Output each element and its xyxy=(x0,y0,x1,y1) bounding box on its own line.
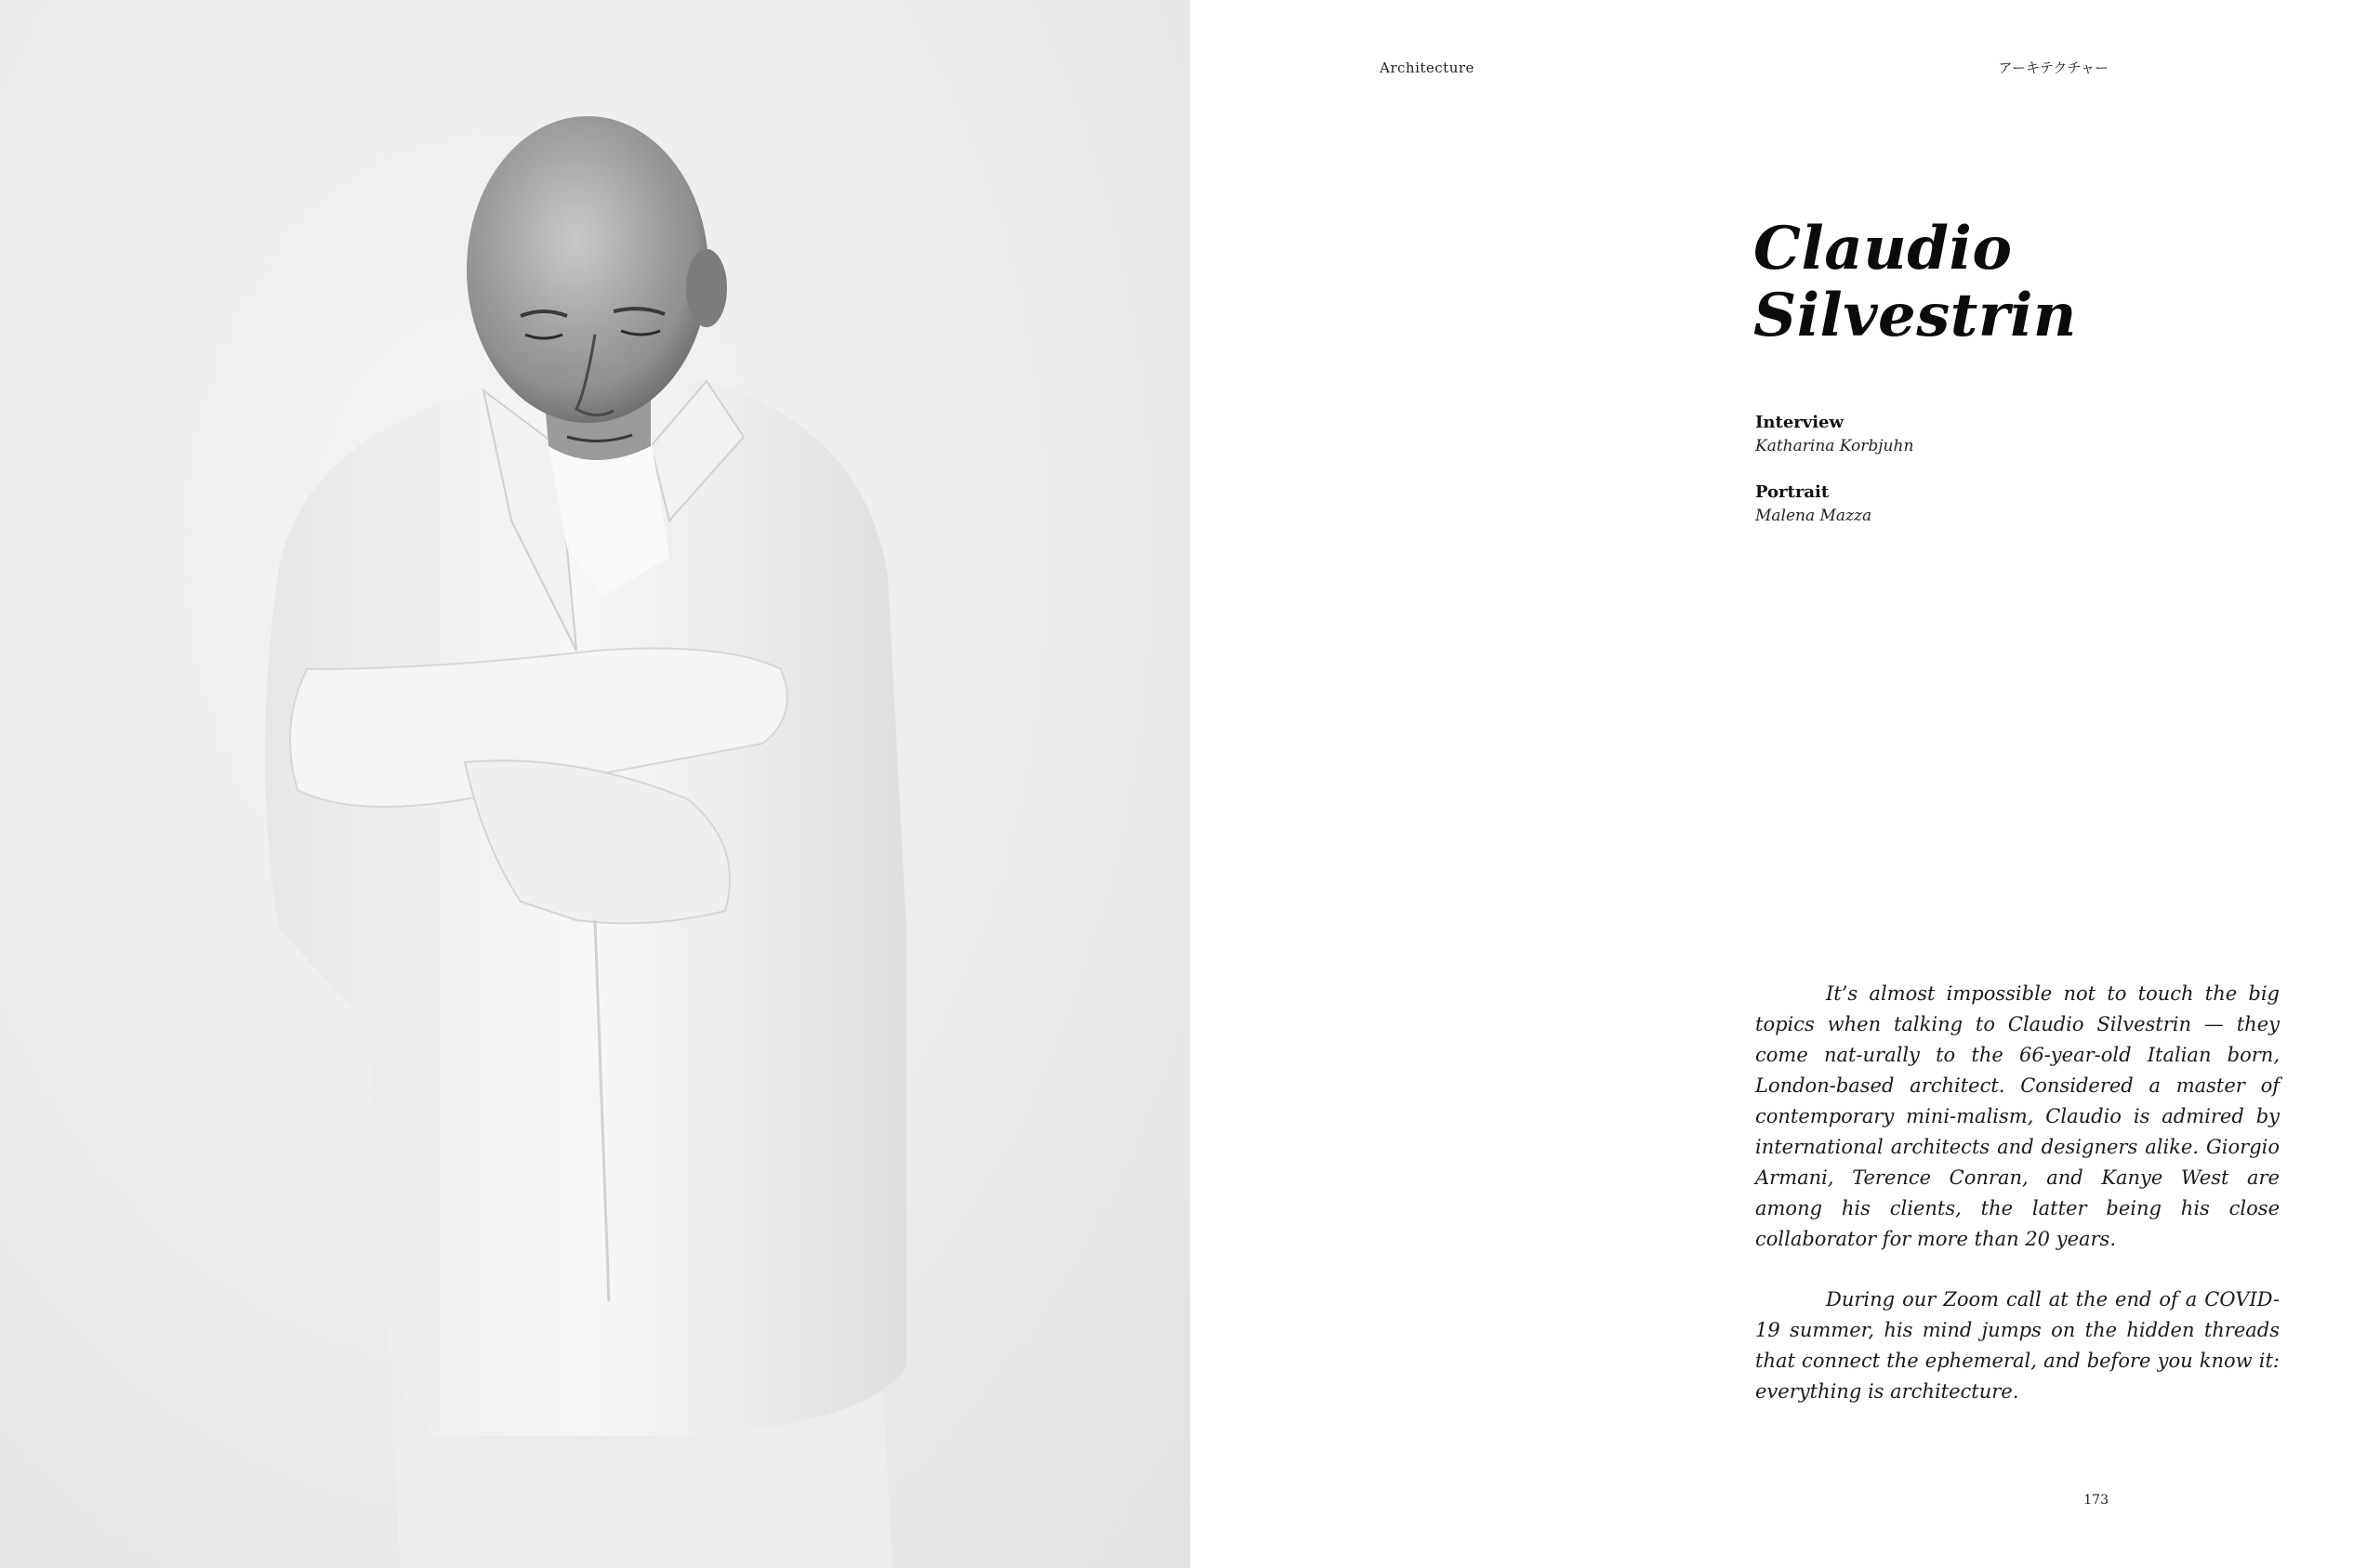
credit-name: Katharina Korbjuhn xyxy=(1755,437,1914,455)
section-label: Architecture xyxy=(1380,59,1474,76)
credit-role: Interview xyxy=(1755,413,1844,432)
credit-portrait xyxy=(1755,481,1871,528)
page-number: 173 xyxy=(2083,1493,2109,1508)
credit-name: Malena Mazza xyxy=(1755,507,1872,525)
section-label-japanese: アーキテクチャー xyxy=(1998,59,2109,76)
ear xyxy=(686,249,727,327)
article-title xyxy=(1753,216,2077,349)
intro-paragraph: It’s almost impossible not to touch the big topics when talking to Claudio Silvestrin — they come nat-urally to the 66-year-old Italian born, London-based architect. Considered a master of contemporary mini-malism, Claudio is admired by international architects and designers alike. Giorgio Armani, Terence Conran, and Kanye West are among his clients, the latter being his close collaborator for more than 20 years. xyxy=(1755,982,2280,1250)
article-intro xyxy=(1755,979,2280,1437)
credit-role: Portrait xyxy=(1755,482,1830,502)
intro-paragraph: During our Zoom call at the end of a COVID-19 summer, his mind jumps on the hidden threads that connect the ephemeral, and before you know it: everything is architecture. xyxy=(1755,1288,2280,1403)
article-page xyxy=(1190,0,2380,1568)
title-line-2: Silvestrin xyxy=(1753,281,2077,350)
title-line-1: Claudio xyxy=(1753,214,2013,283)
credit-interview xyxy=(1755,412,1913,458)
